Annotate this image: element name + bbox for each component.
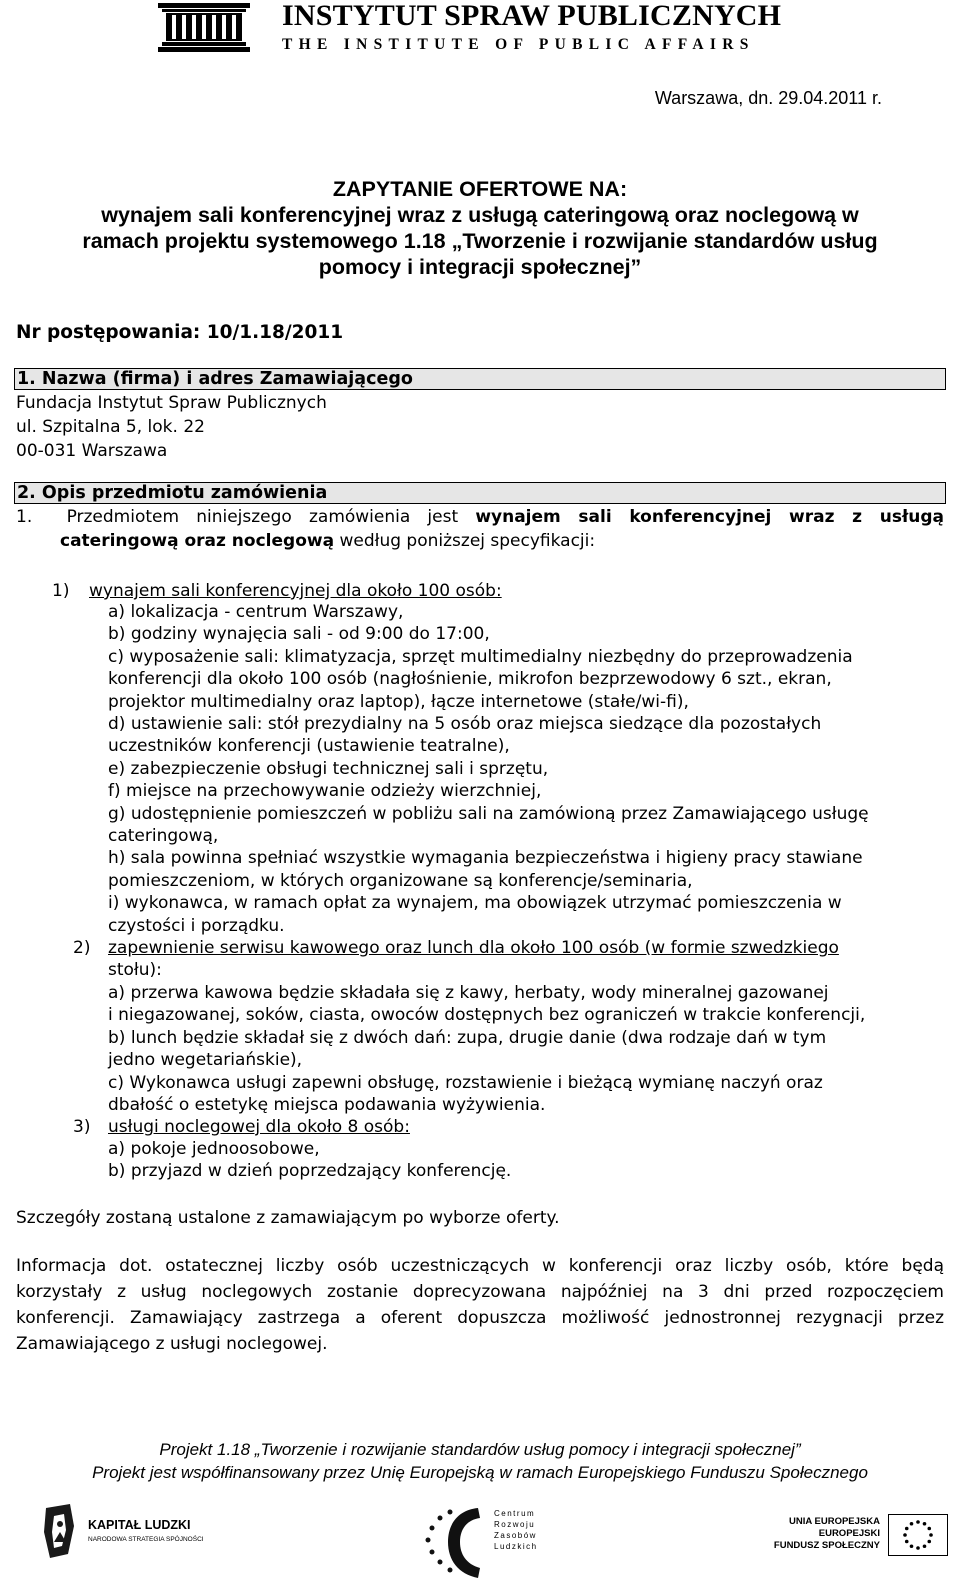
document-date: Warszawa, dn. 29.04.2011 r. xyxy=(654,88,882,108)
heading-line: ZAPYTANIE OFERTOWE NA: xyxy=(332,177,628,201)
detail-line: czystości i porządku. xyxy=(108,915,285,936)
section-heading-contractor: 1. Nazwa (firma) i adres Zamawiającego xyxy=(14,368,946,390)
eu-star-icon xyxy=(905,1540,909,1544)
kapital-ludzki-tagline: NARODOWA STRATEGIA SPÓJNOŚCI xyxy=(88,1536,204,1543)
detail-line: dbałość o estetykę miejsca podawania wyżywienia. xyxy=(108,1095,546,1116)
heading-line: ramach projektu systemowego 1.18 „Tworzenie i rozwijanie standardów usług xyxy=(82,229,878,253)
heading-line: wynajem sali konferencyjnej wraz z usługą cateringową oraz noclegową w xyxy=(101,203,859,227)
eu-flag-icon xyxy=(888,1514,948,1556)
crzl-word: Ludzkich xyxy=(494,1542,538,1551)
detail-line: c) Wykonawca usługi zapewni obsługę, rozstawienie i bieżącą wymianę naczyń oraz xyxy=(108,1072,823,1093)
address-line: Fundacja Instytut Spraw Publicznych xyxy=(16,393,327,413)
footer-project-line: Projekt 1.18 „Tworzenie i rozwijanie standardów usług pomocy i integracji społecznej” xyxy=(159,1440,801,1459)
detail-line: b) lunch będzie składał się z dwóch dań: zupa, drugie danie (dwa rodzaje dań w tym xyxy=(108,1027,827,1048)
crzl-name xyxy=(494,1508,538,1552)
institute-logo-icon xyxy=(158,3,250,53)
detail-line: projektor multimedialny oraz laptop), łącze internetowe (stałe/wi-fi), xyxy=(108,691,689,712)
kapital-ludzki-logo xyxy=(40,1502,220,1562)
eu-star-icon xyxy=(910,1544,914,1548)
details-note: Szczegóły zostaną ustalone z zamawiającym po wyborze oferty. xyxy=(16,1208,560,1228)
eu-logo xyxy=(752,1508,952,1572)
list-item-details xyxy=(108,982,865,1116)
detail-line: e) zabezpieczenie obsługi technicznej sali i sprzętu, xyxy=(108,758,549,779)
eu-star-icon xyxy=(923,1544,927,1548)
detail-line: cateringową, xyxy=(108,826,219,847)
detail-line: a) przerwa kawowa będzie składała się z kawy, herbaty, wody mineralnej gazowanej xyxy=(108,983,829,1003)
detail-line: b) przyjazd w dzień poprzedzający konferencję. xyxy=(108,1161,512,1182)
detail-line: pomieszczeniom, w których organizowane są konferencje/seminaria, xyxy=(108,870,693,891)
list-item-details xyxy=(108,1138,511,1183)
crzl-logo xyxy=(420,1500,550,1584)
list-item-title xyxy=(108,937,839,981)
eu-star-icon xyxy=(910,1522,914,1526)
detail-line: konferencji dla około 100 osób (nagłośnienie, mikrofon bezprzewodowy 6 szt., ekran, xyxy=(108,669,832,690)
intro-bold: wynajem sali konferencyjnej wraz z usługą xyxy=(475,507,945,527)
eu-star-icon xyxy=(905,1527,909,1531)
eu-star-icon xyxy=(916,1520,920,1524)
list-number: 1) xyxy=(52,581,70,601)
address-line: 00-031 Warszawa xyxy=(16,441,168,461)
detail-line: f) miejsce na przechowywanie odzieży wierzchniej, xyxy=(108,781,542,802)
detail-line: uczestników konferencji (ustawienie teatralne), xyxy=(108,736,510,757)
crzl-word: Rozwoju xyxy=(494,1520,536,1529)
document-heading xyxy=(0,176,960,280)
detail-line: b) godziny wynajęcia sali - od 9:00 do 17:00, xyxy=(108,624,490,645)
detail-line: jedno wegetariańskie), xyxy=(108,1050,303,1071)
detail-line: c) wyposażenie sali: klimatyzacja, sprzęt multimedialny niezbędny do przeprowadzenia xyxy=(108,646,853,667)
contractor-address xyxy=(16,391,327,463)
intro-number: 1. xyxy=(16,507,33,527)
detail-line: h) sala powinna spełniać wszystkie wymagania bezpieczeństwa i higieny pracy stawiane xyxy=(108,848,863,869)
institute-name-english: THE INSTITUTE OF PUBLIC AFFAIRS xyxy=(282,36,755,53)
eu-star-icon xyxy=(927,1540,931,1544)
title-line: stołu): xyxy=(108,960,162,980)
eu-star-icon xyxy=(927,1527,931,1531)
footer-cofinancing-line: Projekt jest współfinansowany przez Unię Europejską w ramach Europejskiego Funduszu Społecznego xyxy=(92,1463,868,1482)
detail-line: i niegazowanej, soków, ciasta, owoców dostępnych bez ograniczeń w trakcie konferencji, xyxy=(108,1005,866,1026)
list-number: 2) xyxy=(73,938,91,958)
detail-line: d) ustawienie sali: stół prezydialny na 5 osób oraz miejsca siedzące dla pozostałych xyxy=(108,714,822,735)
eu-text xyxy=(752,1516,880,1552)
address-line: ul. Szpitalna 5, lok. 22 xyxy=(16,417,205,437)
procedure-number: Nr postępowania: 10/1.18/2011 xyxy=(16,322,344,343)
final-paragraph: Informacja dot. ostatecznej liczby osób uczestniczących w konferencji oraz liczby osób, które będą korzystały z usług noclegowych zostanie doprecyzowana najpóźniej na 3 dni przed rozpoczęciem konferencji. Zamawiający zastrzega a oferent dopuszcza możliwość jednostronnej rezygnacji przez Zamawiającego z usługi noclegowej. xyxy=(16,1256,944,1354)
section-heading-subject: 2. Opis przedmiotu zamówienia xyxy=(14,482,946,504)
list-number: 3) xyxy=(73,1117,91,1137)
subject-intro xyxy=(16,505,944,553)
eu-star-icon xyxy=(916,1546,920,1550)
intro-text: Przedmiotem niniejszego zamówienia jest xyxy=(66,507,459,527)
eu-star-icon xyxy=(923,1522,927,1526)
detail-line: a) pokoje jednoosobowe, xyxy=(108,1139,320,1159)
kapital-ludzki-name: KAPITAŁ LUDZKI xyxy=(88,1518,191,1532)
list-item-title: wynajem sali konferencyjnej dla około 100 osób: xyxy=(89,581,502,601)
eu-star-icon xyxy=(929,1533,933,1537)
detail-line: i) wykonawca, w ramach opłat za wynajem, ma obowiązek utrzymać pomieszczenia w xyxy=(108,893,842,914)
heading-line: pomocy i integracji społecznej” xyxy=(318,255,642,279)
intro-bold: cateringową oraz noclegową xyxy=(60,531,335,551)
eu-fund-line: EUROPEJSKI xyxy=(818,1528,880,1539)
eu-fund-line: FUNDUSZ SPOŁECZNY xyxy=(773,1540,880,1551)
footer-text xyxy=(0,1438,960,1484)
title-line: zapewnienie serwisu kawowego oraz lunch dla około 100 osób (w formie szwedzkiego xyxy=(108,938,839,958)
crzl-word: Centrum xyxy=(494,1509,536,1518)
institute-name: INSTYTUT SPRAW PUBLICZNYCH xyxy=(282,0,782,32)
crzl-word: Zasobów xyxy=(494,1531,537,1540)
list-item-details xyxy=(108,601,869,937)
eu-star-icon xyxy=(903,1533,907,1537)
list-item-title: usługi noclegowej dla około 8 osób: xyxy=(108,1117,410,1137)
detail-line: a) lokalizacja - centrum Warszawy, xyxy=(108,602,404,622)
kapital-ludzki-emblem-icon xyxy=(40,1502,220,1562)
eu-union-name: UNIA EUROPEJSKA xyxy=(789,1516,880,1527)
detail-line: g) udostępnienie pomieszczeń w pobliżu sali na zamówioną przez Zamawiającego usługę xyxy=(108,803,869,824)
intro-text: według poniższej specyfikacji: xyxy=(339,531,596,551)
